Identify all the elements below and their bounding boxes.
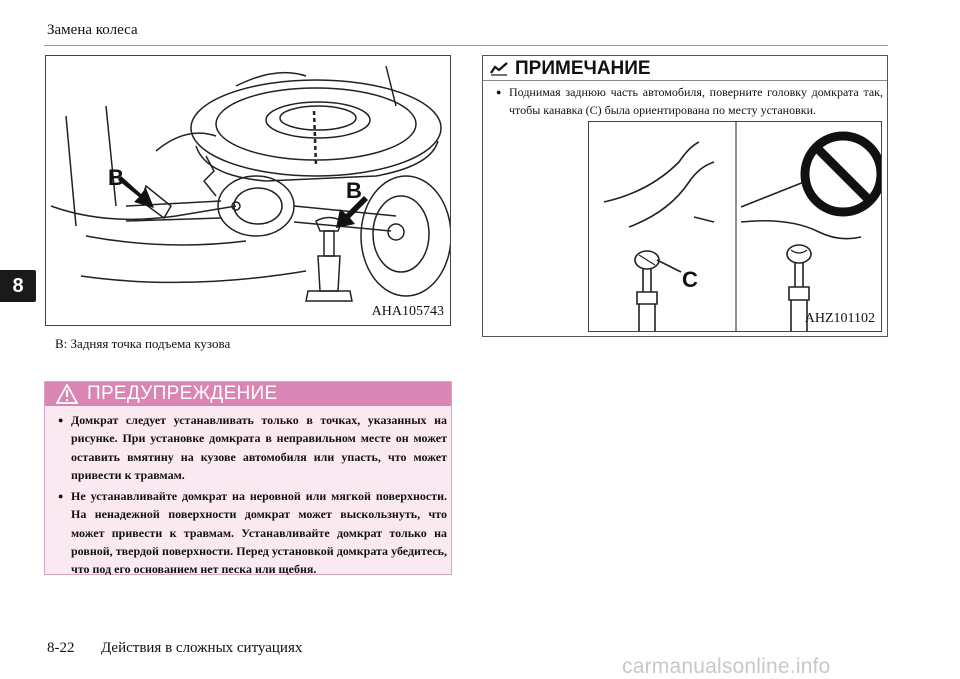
figure1-caption: B: Задняя точка подъема кузова [55,336,231,351]
jack-points-figure [45,55,451,326]
note-item: ● Поднимая заднюю часть автомобиля, поверните головку домкрата так, чтобы канавка (C) была ориентирована по месту установки. [495,83,883,119]
note-title: ПРИМЕЧАНИЕ [515,58,651,79]
prohibited-sign-icon [805,136,881,212]
jack-head-illustration [589,122,882,332]
warning-item: ● Не устанавливайте домкрат на неровной или мягкой поверхности. На ненадежной поверхности домкрат может выскользнуть, что может привести к травмам. Устанавливайте домкрат только на ровной, твердой поверхности. Перед установкой домкрата убедитесь, что под его основанием нет песка или щебня. [57,487,447,578]
figure2-code: AHZ101102 [804,311,875,326]
note-header [483,56,887,81]
note-pencil-icon [489,61,511,77]
section-tab[interactable]: 8 [0,270,36,302]
point-b-right-label: B [346,178,362,203]
warning-item: ● Домкрат следует устанавливать только в точках, указанных на рисунке. При установке домкрата в неправильном месте он может оставить вмятину на кузове автомобиля или упасть, что может привести к травмам. [57,411,447,484]
page-header-title: Замена колеса [47,22,138,38]
point-b-left-label: B [108,165,124,190]
warning-header [45,382,451,406]
jack-points-illustration [46,56,451,326]
page-number: 8-22 [47,640,75,656]
header-divider [44,45,888,46]
groove-c-label: C [682,267,698,292]
warning-triangle-icon [56,384,78,404]
watermark: carmanualsonline.info [622,655,831,678]
warning-title: ПРЕДУПРЕЖДЕНИЕ [87,383,278,404]
jack-head-figure [588,121,882,332]
warning-body [57,411,447,582]
note-body [495,83,883,122]
footer-title: Действия в сложных ситуациях [101,640,303,656]
warning-box [44,381,452,575]
figure1-code: AHA105743 [371,304,444,319]
